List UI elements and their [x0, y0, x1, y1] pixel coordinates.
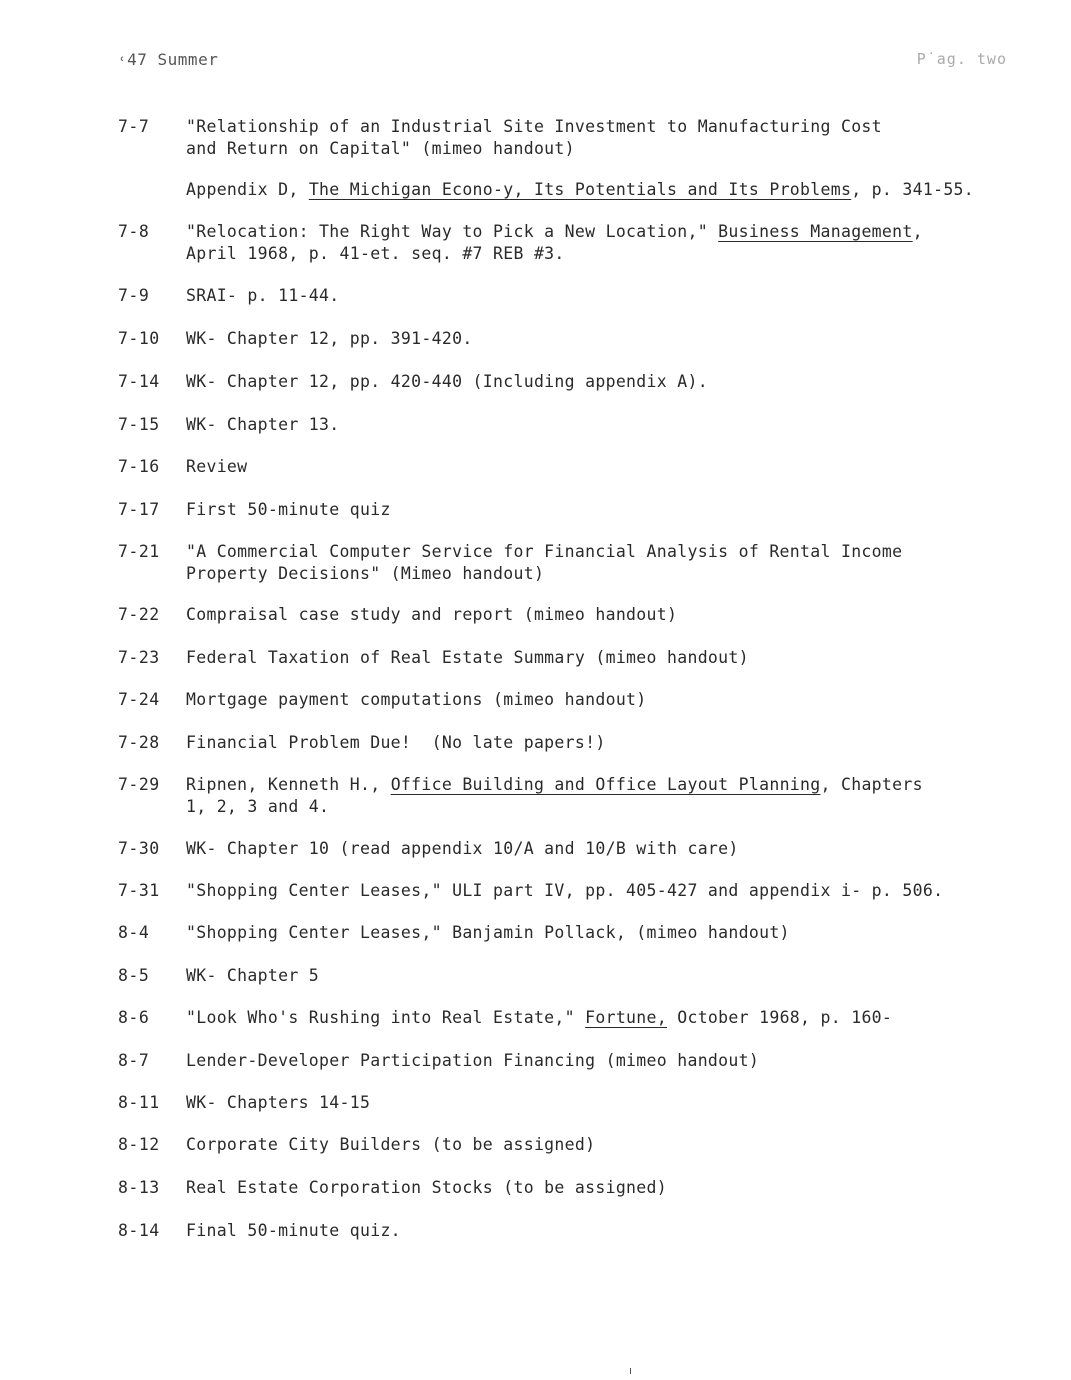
entry-text [186, 179, 1026, 201]
entry-date: 7-17 [118, 500, 160, 519]
entry-date: 7-21 [118, 542, 160, 561]
entry-date: 8-14 [118, 1221, 160, 1240]
entry-text-segment: April 1968, p. 41-et. seq. #7 REB #3. [186, 244, 565, 263]
entry-text-segment: "Relationship of an Industrial Site Investment to Manufacturing Cost [186, 117, 882, 136]
entry-text-segment: WK- Chapter 10 (read appendix 10/A and 10/B with care) [186, 839, 739, 858]
entry-text-segment: and Return on Capital" (mimeo handout) [186, 139, 575, 158]
entry-line [186, 179, 1026, 201]
entry-text [186, 732, 1026, 754]
entry-text-segment: Compraisal case study and report (mimeo handout) [186, 605, 678, 624]
entry-text [186, 965, 1026, 987]
entry-text-segment: , Chapters [820, 775, 923, 794]
entry-date: 7-30 [118, 839, 160, 858]
entry-date: 7-9 [118, 286, 150, 305]
entry-text [186, 371, 1026, 393]
entry-line [186, 796, 1026, 818]
entry-date: 8-6 [118, 1008, 150, 1027]
entry-text-segment: "Shopping Center Leases," Banjamin Pollack, (mimeo handout) [186, 923, 790, 942]
entry-text-segment: WK- Chapter 12, pp. 391-420. [186, 329, 473, 348]
entry-text [186, 1134, 1026, 1156]
entry-date: 7-23 [118, 648, 160, 667]
entry-line [186, 647, 1026, 669]
entry-text-segment: Appendix D, [186, 180, 309, 199]
entry-text [186, 414, 1026, 436]
entry-date: 7-10 [118, 329, 160, 348]
entry-text [186, 328, 1026, 350]
entry-text [186, 604, 1026, 626]
entry-line [186, 221, 1026, 243]
entry-text-segment: October 1968, p. 160- [667, 1008, 893, 1027]
entry-text-segment: Federal Taxation of Real Estate Summary (mimeo handout) [186, 648, 749, 667]
entry-date: 8-5 [118, 966, 150, 985]
entry-date: 7-22 [118, 605, 160, 624]
underlined-title: Business Management [718, 222, 913, 241]
entry-text-segment: "A Commercial Computer Service for Financial Analysis of Rental Income [186, 542, 903, 561]
entry-date: 8-4 [118, 923, 150, 942]
entry-text-segment: Final 50-minute quiz. [186, 1221, 401, 1240]
entry-date: 7-16 [118, 457, 160, 476]
entry-text-segment: Ripnen, Kenneth H., [186, 775, 391, 794]
entry-text [186, 1177, 1026, 1199]
entry-date: 7-15 [118, 415, 160, 434]
entry-text-segment: First 50-minute quiz [186, 500, 391, 519]
entry-line [186, 371, 1026, 393]
entry-text-segment: WK- Chapter 13. [186, 415, 340, 434]
entry-date: 7-29 [118, 775, 160, 794]
entry-line [186, 965, 1026, 987]
entry-line [186, 414, 1026, 436]
entry-text-segment: Property Decisions" (Mimeo handout) [186, 564, 545, 583]
entry-text-segment: Real Estate Corporation Stocks (to be assigned) [186, 1178, 667, 1197]
entry-text [186, 1092, 1026, 1114]
entry-text [186, 880, 1026, 902]
entry-line [186, 604, 1026, 626]
entry-text [186, 1050, 1026, 1072]
entry-text [186, 647, 1026, 669]
entry-text [186, 922, 1026, 944]
entry-text [186, 541, 1026, 585]
entry-line [186, 243, 1026, 265]
entry-line [186, 1007, 1026, 1029]
entry-text [186, 689, 1026, 711]
entry-line [186, 1220, 1026, 1242]
underlined-title: Office Building and Office Layout Planning [390, 775, 821, 794]
entry-text-segment: WK- Chapter 12, pp. 420-440 (Including appendix A). [186, 372, 708, 391]
entry-text [186, 456, 1026, 478]
entry-text-segment: "Look Who's Rushing into Real Estate," [186, 1008, 586, 1027]
entry-text-segment: SRAI- p. 11-44. [186, 286, 340, 305]
entry-text [186, 116, 1026, 160]
entry-text-segment: 1, 2, 3 and 4. [186, 797, 330, 816]
entry-line [186, 922, 1026, 944]
entry-date: 8-12 [118, 1135, 160, 1154]
entry-text-segment: "Relocation: The Right Way to Pick a New Location," [186, 222, 719, 241]
entry-text-segment: Financial Problem Due! (No late papers!) [186, 733, 606, 752]
entry-line [186, 880, 1026, 902]
entry-text [186, 221, 1026, 265]
entry-text [186, 499, 1026, 521]
entry-text [186, 285, 1026, 307]
underlined-title: Fortune, [585, 1008, 667, 1027]
entry-text [186, 774, 1026, 818]
entry-text-segment: , p. 341-55. [851, 180, 975, 199]
entry-line [186, 138, 1026, 160]
entry-date: 8-11 [118, 1093, 160, 1112]
page-header-right: P˙ag. two [916, 50, 1007, 68]
entry-line [186, 1177, 1026, 1199]
entry-line [186, 116, 1026, 138]
entry-date: 8-7 [118, 1051, 150, 1070]
entry-line [186, 328, 1026, 350]
entry-text-segment: WK- Chapter 5 [186, 966, 320, 985]
entry-line [186, 1050, 1026, 1072]
entry-date: 7-8 [118, 222, 150, 241]
entry-line [186, 838, 1026, 860]
entry-text [186, 1220, 1026, 1242]
entry-date: 7-14 [118, 372, 160, 391]
entry-text-segment: Lender-Developer Participation Financing (mimeo handout) [186, 1051, 760, 1070]
entry-date: 7-31 [118, 881, 160, 900]
entry-line [186, 1092, 1026, 1114]
entry-date: 7-24 [118, 690, 160, 709]
page-header-left: ˓47 Summer [117, 50, 219, 69]
underlined-title: The Michigan Econo-y, Its Potentials and Its Problems [308, 180, 852, 199]
entry-text [186, 1007, 1026, 1029]
entry-text-segment: "Shopping Center Leases," ULI part IV, pp. 405-427 and appendix i- p. 506. [186, 881, 944, 900]
entry-text-segment: WK- Chapters 14-15 [186, 1093, 371, 1112]
entry-line [186, 689, 1026, 711]
entry-text-segment: , [912, 222, 923, 241]
entry-line [186, 456, 1026, 478]
entry-line [186, 499, 1026, 521]
entry-line [186, 563, 1026, 585]
entry-date: 7-28 [118, 733, 160, 752]
entry-text-segment: Review [186, 457, 248, 476]
entry-line [186, 541, 1026, 563]
entry-text-segment: Mortgage payment computations (mimeo handout) [186, 690, 647, 709]
entry-line [186, 1134, 1026, 1156]
entry-line [186, 774, 1026, 796]
entry-line [186, 285, 1026, 307]
entry-line [186, 732, 1026, 754]
page-mark [630, 1368, 631, 1374]
entry-date: 8-13 [118, 1178, 160, 1197]
entry-date: 7-7 [118, 117, 150, 136]
entry-text-segment: Corporate City Builders (to be assigned) [186, 1135, 596, 1154]
entry-text [186, 838, 1026, 860]
